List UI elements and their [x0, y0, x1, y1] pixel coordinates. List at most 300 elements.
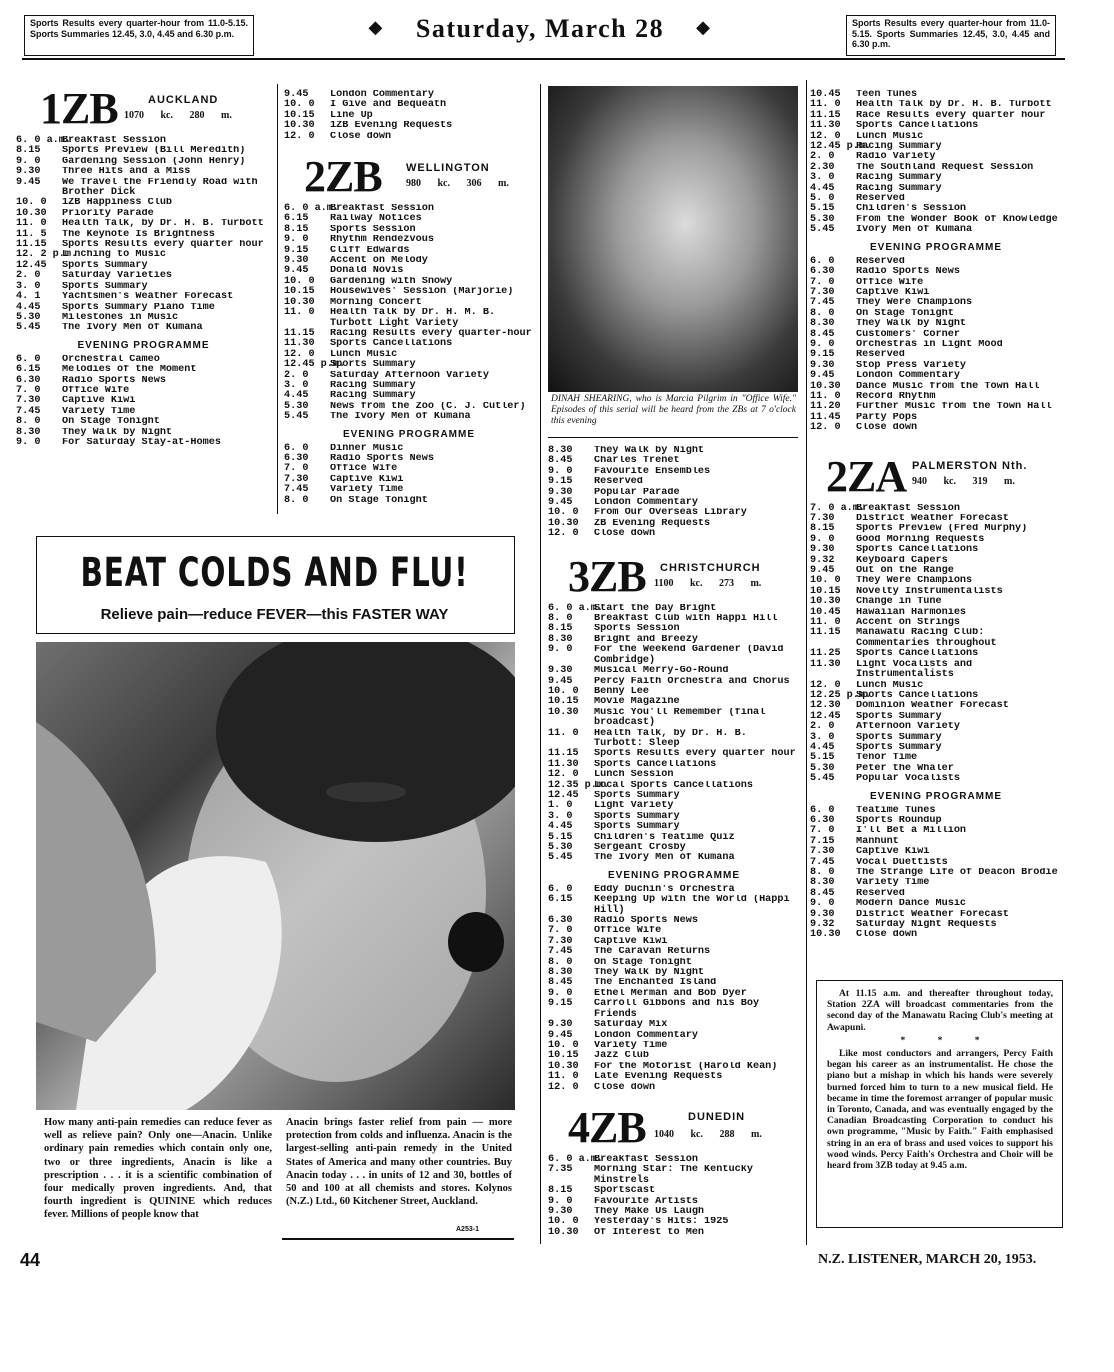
programme-row	[16, 313, 271, 323]
programme-row	[548, 456, 800, 466]
dinah-shearing-photo	[548, 86, 798, 392]
programme-row	[16, 428, 271, 438]
programme-row	[548, 729, 800, 750]
programme-row	[810, 535, 1062, 545]
programme-title: Three Hits and a Miss	[62, 167, 191, 178]
programme-time: 7.30	[810, 286, 835, 298]
programme-title: Variety Time	[856, 878, 930, 889]
programme-title: Out on the Range	[856, 566, 954, 577]
programme-row	[810, 722, 1062, 732]
programme-time: 2.30	[810, 161, 835, 173]
programme-time: 9. 0	[16, 155, 41, 167]
programme-time: 6.15	[548, 894, 573, 906]
column-rule-2	[540, 84, 541, 1244]
programme-title: Morning Concert	[330, 297, 422, 308]
programme-time: 6.15	[16, 364, 41, 376]
programme-time: 11.45	[810, 411, 841, 423]
programme-time: 5.30	[548, 842, 573, 853]
programme-title: 1ZB Evening Requests	[330, 121, 453, 132]
programme-time: 7.45	[548, 946, 573, 958]
programme-time: 10.30	[548, 1060, 579, 1072]
programme-time: 6.30	[16, 374, 41, 386]
programme-title: Sports Cancellations	[856, 121, 979, 132]
station-2zb-evening-label: EVENING PROGRAMME	[342, 428, 475, 440]
programme-row	[548, 1207, 800, 1217]
programme-time: 5.15	[810, 752, 835, 764]
station-1zb-call: 1ZB	[40, 84, 118, 133]
programme-time: 6.30	[284, 452, 309, 464]
programme-time: 11.15	[16, 239, 47, 251]
programme-row	[16, 250, 271, 260]
station-3zb-day-list	[548, 604, 800, 864]
programme-row	[810, 309, 1062, 319]
programme-time: 7.30	[16, 395, 41, 407]
programme-title: Dominion Weather Forecast	[856, 701, 1009, 712]
programme-time: 2. 0	[810, 151, 835, 163]
programme-title: Racing Summary	[330, 380, 416, 391]
programme-title: Tenor Time	[856, 753, 918, 764]
programme-row	[810, 371, 1062, 381]
programme-row	[548, 1186, 800, 1196]
programme-title: Close down	[856, 423, 918, 434]
programme-row	[16, 396, 271, 406]
programme-title: Of Interest to Men	[594, 1227, 705, 1238]
station-2zb-evening-list	[284, 444, 534, 506]
programme-title: Favourite Artists	[594, 1196, 698, 1207]
programme-time: 9.45	[548, 675, 573, 687]
programme-title: Radio Sports News	[594, 916, 698, 927]
programme-title: Lunch Session	[594, 770, 674, 781]
ad-photo-illustration	[36, 642, 515, 1110]
programme-title: Saturday Mix	[594, 1020, 668, 1031]
programme-row	[548, 999, 800, 1020]
programme-title: Dance Music from the Town Hall	[856, 381, 1040, 392]
programme-title: Office Wife	[594, 926, 662, 937]
programme-time: 12.45	[16, 259, 47, 271]
programme-title: Sports Summary	[856, 742, 942, 753]
programme-title: The Southland Request Session	[856, 162, 1034, 173]
programme-time: 11. 0	[548, 727, 579, 739]
programme-time: 10.30	[810, 596, 841, 608]
programme-time: 11. 0	[16, 218, 47, 230]
programme-title: From Our Overseas Library	[594, 508, 747, 519]
programme-title: Milestones in Music	[62, 312, 179, 323]
programme-time: 11.25	[810, 648, 841, 660]
programme-row	[16, 323, 271, 333]
programme-time: 9. 0	[810, 898, 835, 910]
programme-row	[810, 743, 1062, 753]
programme-row	[810, 319, 1062, 329]
programme-title: The Ivory Men of Kumana	[594, 853, 735, 864]
programme-title: Office Wife	[856, 277, 924, 288]
programme-row	[548, 760, 800, 770]
programme-time: 9.30	[548, 1019, 573, 1031]
programme-time: 11. 0	[810, 390, 841, 402]
programme-time: 9.30	[548, 486, 573, 498]
programme-title: Melodies of the Moment	[62, 365, 197, 376]
programme-title: Sports Results every quarter hour	[594, 749, 796, 760]
programme-title: 1ZB Happiness Club	[62, 198, 173, 209]
programme-title: We Travel the Friendly Road with Brother Dick	[62, 177, 258, 199]
station-3zb-city: CHRISTCHURCH	[660, 561, 761, 574]
programme-row	[810, 194, 1062, 204]
photo-caption-text: DINAH SHEARING, who is Marcia Pilgrim in "Office Wife." Episodes of this serial will be heard from the ZBs at 7 o'clock this evening	[551, 394, 796, 426]
programme-time: 7.30	[810, 513, 835, 524]
programme-row	[16, 261, 271, 271]
programme-title: Vocal Duettists	[856, 857, 948, 868]
programme-time: 9.30	[810, 544, 835, 556]
programme-time: 6.15	[284, 213, 309, 225]
programme-time: 12.25 p.m.	[810, 689, 872, 701]
programme-title: Captive Kiwi	[856, 287, 930, 298]
programme-title: Charles Trenet	[594, 456, 680, 467]
programme-row	[810, 121, 1062, 131]
programme-row	[548, 488, 800, 498]
programme-title: Accent on Melody	[330, 256, 428, 267]
programme-row	[548, 926, 800, 936]
programme-row	[810, 142, 1062, 152]
station-1zb-freq: 1070 kc. 280 m.	[124, 110, 232, 121]
programme-row	[548, 708, 800, 729]
programme-row	[284, 235, 534, 245]
programme-row	[284, 308, 534, 329]
programme-time: 6. 0	[810, 255, 835, 267]
programme-time: 11. 0	[548, 1071, 579, 1083]
station-1zb-evening-list	[16, 355, 271, 449]
programme-time: 9.30	[548, 1205, 573, 1217]
programme-row	[810, 764, 1062, 774]
programme-title: The Ivory Men of Kumana	[330, 412, 471, 423]
programme-row	[810, 545, 1062, 555]
programme-row	[548, 446, 800, 456]
programme-row	[810, 701, 1062, 711]
programme-row	[810, 392, 1062, 402]
programme-time: 6. 0 a.m.	[16, 135, 72, 146]
programme-time: 10. 0	[548, 507, 579, 519]
station-2zb-day-list	[284, 204, 534, 423]
programme-row	[548, 1155, 800, 1165]
programme-title: Sports Preview (Bill Meredith)	[62, 146, 246, 157]
programme-title: Sergeant Crosby	[594, 843, 686, 853]
page-number: 44	[20, 1250, 41, 1270]
note-box-content	[827, 989, 1053, 1172]
programme-time: 11.30	[548, 758, 579, 770]
programme-title: Sports Cancellations	[330, 339, 453, 350]
programme-row	[548, 801, 800, 811]
programme-time: 7. 0	[284, 463, 309, 475]
programme-row	[548, 1165, 800, 1186]
auckland-continued-list	[284, 90, 534, 142]
programme-row	[810, 910, 1062, 920]
programme-title: The Enchanted Island	[594, 978, 717, 989]
programme-title: Children's Session	[856, 204, 967, 215]
programme-row	[548, 989, 800, 999]
programme-title: They Walk by Night	[594, 968, 705, 979]
programme-time: 5.30	[810, 762, 835, 774]
station-2zb-call: 2ZB	[304, 152, 382, 202]
programme-row	[810, 173, 1062, 183]
station-3zb-call: 3ZB	[568, 551, 646, 601]
programme-row	[548, 697, 800, 707]
programme-time: 8.30	[810, 877, 835, 889]
programme-row	[548, 1062, 800, 1072]
programme-title: Morning Star: The Kentucky Minstrels	[594, 1165, 753, 1186]
programme-title: Sports Summary	[330, 360, 416, 371]
programme-row	[810, 298, 1062, 308]
programme-title: Radio Sports News	[62, 375, 166, 386]
programme-title: Local Sports Cancellations	[594, 780, 753, 791]
programme-time: 6.30	[548, 915, 573, 927]
programme-time: 9.30	[284, 255, 309, 267]
programme-title: Housewives' Session (Marjorie)	[330, 287, 514, 298]
programme-row	[810, 340, 1062, 350]
programme-time: 9.15	[284, 244, 309, 256]
programme-row	[548, 677, 800, 687]
programme-row	[284, 360, 534, 370]
programme-row	[810, 930, 1062, 940]
programme-row	[16, 157, 271, 167]
programme-title: Dinner Music	[330, 443, 404, 454]
programme-time: 12. 0	[810, 679, 841, 691]
programme-title: I Give and Bequeath	[330, 100, 447, 111]
programme-title: District Weather Forecast	[856, 514, 1009, 524]
programme-time: 9.45	[548, 1029, 573, 1041]
programme-time: 4.45	[548, 821, 573, 833]
programme-row	[284, 100, 534, 110]
programme-time: 8. 0	[548, 956, 573, 968]
programme-title: Orchestras in Light Mood	[856, 339, 1003, 350]
programme-title: Yachtsmen's Weather Forecast	[62, 292, 234, 303]
programme-row	[284, 287, 534, 297]
programme-time: 9.45	[284, 265, 309, 277]
programme-row	[810, 204, 1062, 214]
programme-title: London Commentary	[594, 498, 698, 509]
programme-title: On Stage Tonight	[62, 417, 160, 428]
programme-time: 8.45	[548, 977, 573, 989]
programme-title: Close down	[594, 1082, 656, 1093]
programme-title: Sports Summary	[62, 260, 148, 271]
programme-time: 10. 0	[548, 1039, 579, 1051]
programme-time: 9.32	[810, 554, 835, 566]
programme-time: 10. 0	[548, 1216, 579, 1228]
programme-time: 8.15	[548, 1185, 573, 1197]
programme-time: 3. 0	[284, 379, 309, 391]
programme-title: On Stage Tonight	[856, 308, 954, 319]
ad-subhead: Relieve pain—reduce FEVER—this FASTER WAY	[100, 606, 449, 623]
programme-time: 11. 5	[16, 228, 47, 240]
programme-time: 5.15	[810, 203, 835, 215]
programme-row	[810, 816, 1062, 826]
programme-row	[548, 635, 800, 645]
programme-title: Variety Time	[594, 1040, 668, 1051]
programme-row	[548, 477, 800, 487]
programme-row	[810, 576, 1062, 586]
sports-note-right-text: Sports Results every quarter-hour from 11.0-5.15. Sports Summaries 12.45, 3.0, 4.45 and 6.30 p.m.	[852, 18, 1050, 49]
caption-rule	[548, 437, 798, 438]
programme-row	[810, 837, 1062, 847]
programme-time: 11.30	[810, 658, 841, 670]
programme-title: Office Wife	[62, 385, 130, 396]
programme-time: 5.30	[16, 311, 41, 323]
programme-row	[810, 753, 1062, 763]
programme-time: 9.15	[548, 998, 573, 1010]
programme-time: 10.30	[810, 380, 841, 392]
programme-row	[16, 146, 271, 156]
programme-time: 10.30	[548, 1226, 579, 1238]
programme-row	[548, 624, 800, 634]
station-2za-evening-label: EVENING PROGRAMME	[869, 790, 1002, 802]
programme-row	[16, 230, 271, 240]
programme-title: The Ivory Men of Kumana	[62, 323, 203, 334]
programme-row	[284, 464, 534, 474]
programme-time: 11.20	[810, 401, 841, 413]
programme-time: 5. 0	[810, 193, 835, 205]
photo-caption	[551, 394, 796, 426]
programme-title: Sports Summary	[62, 281, 148, 292]
programme-time: 10. 0	[16, 197, 47, 209]
programme-row	[810, 826, 1062, 836]
programme-title: Captive Kiwi	[62, 396, 136, 407]
programme-row	[548, 687, 800, 697]
programme-row	[16, 355, 271, 365]
programme-row	[548, 529, 800, 539]
programme-title: London Commentary	[330, 90, 434, 100]
programme-row	[810, 660, 1062, 681]
programme-time: 11.15	[810, 109, 841, 121]
programme-time: 11.15	[810, 627, 841, 639]
programme-row	[548, 498, 800, 508]
programme-title: Further Music from the Town Hall	[856, 402, 1052, 413]
column-rule-3	[806, 80, 807, 1245]
programme-title: Line Up	[330, 110, 373, 121]
programme-title: Radio Variety	[856, 152, 936, 163]
programme-row	[284, 298, 534, 308]
programme-title: Sports Summary	[856, 732, 942, 743]
programme-row	[548, 812, 800, 822]
programme-row	[548, 1072, 800, 1082]
programme-time: 9.30	[810, 359, 835, 371]
programme-row	[16, 438, 271, 448]
programme-row	[810, 733, 1062, 743]
programme-row	[810, 257, 1062, 267]
programme-title: Lunch Music	[856, 680, 924, 691]
programme-title: Breakfast Session	[856, 503, 960, 514]
programme-time: 6.30	[810, 266, 835, 278]
station-2za-city: PALMERSTON Nth.	[912, 459, 1028, 472]
station-1zb-evening-label: EVENING PROGRAMME	[77, 339, 210, 351]
programme-title: L nching to Music	[62, 250, 166, 261]
programme-row	[284, 475, 534, 485]
programme-title: Health Talk, by Dr. H. B. Turbott	[62, 219, 264, 230]
programme-time: 8.45	[548, 455, 573, 467]
programme-title: Health Talk by Dr. H. B. Turbott	[856, 100, 1052, 111]
programme-time: 6. 0	[284, 442, 309, 454]
programme-row	[810, 858, 1062, 868]
programme-title: Music You'll Remember (final broadcast)	[594, 707, 766, 729]
programme-row	[548, 822, 800, 832]
programme-title: Saturday Varieties	[62, 271, 173, 282]
programme-time: 9.32	[810, 919, 835, 931]
programme-row	[284, 339, 534, 349]
programme-time: 7. 0	[810, 276, 835, 288]
programme-row	[284, 412, 534, 422]
programme-row	[548, 604, 800, 614]
programme-time: 7.45	[16, 405, 41, 417]
programme-time: 10. 0	[548, 685, 579, 697]
programme-row	[548, 853, 800, 863]
programme-time: 3. 0	[810, 731, 835, 743]
programme-row	[810, 90, 1062, 100]
programme-title: Close down	[330, 131, 392, 142]
programme-row	[810, 920, 1062, 930]
programme-time: 11. 0	[284, 307, 315, 319]
programme-row	[810, 330, 1062, 340]
programme-title: Reserved	[856, 350, 905, 361]
programme-time: 7.15	[810, 835, 835, 847]
programme-title: Sports Roundup	[856, 815, 942, 826]
programme-title: Reserved	[594, 477, 643, 488]
programme-row	[548, 1020, 800, 1030]
programme-title: Sports Summary	[856, 711, 942, 722]
programme-row	[810, 413, 1062, 423]
programme-row	[810, 618, 1062, 628]
programme-title: Peter the Whaler	[856, 763, 954, 774]
programme-title: Carroll Gibbons and his Boy Friends	[594, 999, 760, 1020]
programme-title: Breakfast Session	[594, 1154, 698, 1165]
programme-time: 9.45	[284, 89, 309, 100]
programme-title: Yesterday's Hits: 1925	[594, 1217, 729, 1228]
diamond-right-icon: ◆	[696, 17, 712, 37]
programme-row	[284, 121, 534, 131]
programme-title: Sports Summary	[594, 822, 680, 833]
programme-time: 8. 0	[810, 867, 835, 878]
programme-row	[284, 485, 534, 495]
programme-title: Captive Kiwi	[856, 847, 930, 858]
programme-row	[810, 608, 1062, 618]
programme-row	[16, 271, 271, 281]
programme-title: Sports Summary	[594, 790, 680, 801]
programme-row	[810, 361, 1062, 371]
programme-time: 6. 0	[810, 804, 835, 816]
programme-row	[810, 774, 1062, 784]
station-2zb	[284, 90, 534, 506]
station-2za-evening-list	[810, 806, 1062, 941]
programme-time: 10.15	[548, 1050, 579, 1062]
diamond-left-icon: ◆	[368, 17, 384, 37]
programme-row	[810, 587, 1062, 597]
programme-row	[810, 566, 1062, 576]
column-rule-1	[277, 84, 278, 514]
programme-title: Sportscast	[594, 1186, 656, 1197]
programme-title: Manawatu Racing Club: Commentaries throughout	[856, 628, 997, 649]
programme-title: Reserved	[856, 194, 905, 205]
programme-time: 11.15	[284, 327, 315, 339]
programme-row	[810, 100, 1062, 110]
programme-row	[810, 524, 1062, 534]
programme-title: Children's Teatime Quiz	[594, 832, 735, 843]
programme-title: They Were Champions	[856, 576, 973, 587]
programme-time: 10.30	[284, 120, 315, 132]
programme-row	[16, 219, 271, 229]
programme-title: Gardening with Snowy	[330, 276, 453, 287]
station-2za-header	[810, 451, 1062, 504]
programme-time: 9.30	[810, 908, 835, 920]
programme-row	[548, 508, 800, 518]
station-4zb-city: DUNEDIN	[688, 1110, 746, 1123]
programme-title: Captive Kiwi	[594, 936, 668, 947]
programme-row	[810, 899, 1062, 909]
programme-title: Lunch Music	[856, 131, 924, 142]
